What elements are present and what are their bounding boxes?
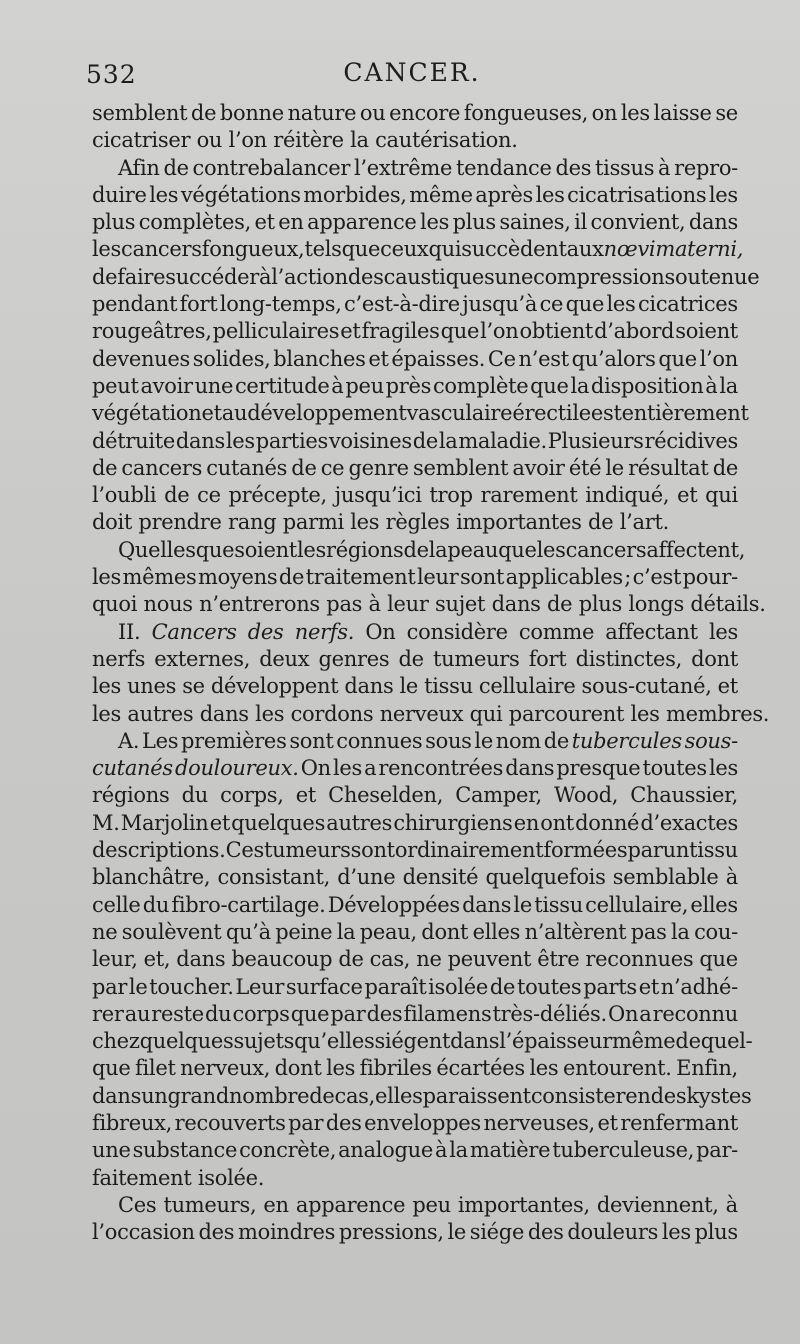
text-line: une substance concrète, analogue à la matière tuberculeuse, par- [92,1138,738,1163]
text-line: leur, et, dans beaucoup de cas, ne peuvent être reconnues que [92,947,738,972]
page-header [86,58,738,92]
text-line: duire les végétations morbides, même après les cicatrisations les [92,182,738,207]
text-line: de cancers cutanés de ce genre semblent avoir été le résultat de [92,455,738,480]
text-line: M. Marjolin et quelques autres chirurgiens en ont donné d’exactes [92,810,738,835]
text-line: doit prendre rang parmi les règles importantes de l’art. [92,510,669,535]
text-line: II. Cancers des nerfs. On considère comme affectant les [118,619,738,644]
text-line: cutanés douloureux. On les a rencontrées dans presque toutes les [92,756,738,781]
text-line: nerfs externes, deux genres de tumeurs fort distinctes, dont [92,646,738,671]
body-text [92,100,770,1246]
text-line: les cancers fongueux, tels que ceux qui succèdent aux nœvi materni, [92,237,744,262]
text-line: celle du fibro-cartilage. Développées dans le tissu cellulaire, elles [92,892,738,917]
text-line: ne soulèvent qu’à peine la peau, dont elles n’altèrent pas la cou- [92,919,738,944]
text-line: les unes se développent dans le tissu cellulaire sous-cutané, et [92,674,738,699]
text-line: peut avoir une certitude à peu près complète que la disposition à la [92,373,738,398]
text-line: Quelles que soient les régions de la peau que les cancers affectent, [118,537,746,562]
text-line: descriptions. Ces tumeurs sont ordinairement formées par un tissu [92,838,738,863]
text-line: plus complètes, et en apparence les plus saines, il convient, dans [92,210,738,235]
text-line: Afin de contrebalancer l’extrême tendance des tissus à repro- [118,155,738,180]
text-line: fibreux, recouverts par des enveloppes nerveuses, et renfermant [92,1110,738,1135]
text-line: dans un grand nombre de cas, elles paraissent consister en des kystes [92,1083,752,1108]
text-line: de faire succéder à l’action des caustiques une compression soutenue [92,264,760,289]
text-line: chez quelques sujets qu’elles siégent dans l’épaisseur même de quel- [92,1029,753,1054]
text-line: devenues solides, blanches et épaisses. Ce n’est qu’alors que l’on [92,346,738,371]
text-line: Ces tumeurs, en apparence peu importantes, deviennent, à [118,1192,738,1217]
page-number: 532 [86,60,137,89]
text-line: détruite dans les parties voisines de la maladie. Plusieurs récidives [92,428,738,453]
text-line: rougeâtres, pelliculaires et fragiles que l’on obtient d’abord soient [92,319,738,344]
text-line: les mêmes moyens de traitement leur sont applicables ; c’est pour- [92,565,738,590]
text-line: végétation et au développement vasculaire érectile est entièrement [92,401,749,426]
text-line: faitement isolée. [92,1165,265,1190]
text-line: l’oubli de ce précepte, jusqu’ici trop rarement indiqué, et qui [92,483,738,508]
text-line: pendant fort long-temps, c’est-à-dire jusqu’à ce que les cicatrices [92,292,738,317]
text-line: A. Les premières sont connues sous le nom de tubercules sous- [118,728,738,753]
text-line: semblent de bonne nature ou encore fongueuses, on les laisse se [92,101,738,125]
text-line: régions du corps, et Cheselden, Camper, Wood, Chaussier, [92,783,738,808]
text-line: blanchâtre, consistant, d’une densité quelquefois semblable à [92,865,738,890]
text-line: par le toucher. Leur surface paraît isolée de toutes parts et n’adhé- [92,974,738,999]
text-line: que filet nerveux, dont les fibriles écartées les entourent. Enfin, [92,1056,738,1081]
text-line: l’occasion des moindres pressions, le siége des douleurs les plus [92,1220,738,1245]
text-line: quoi nous n’entrerons pas à leur sujet dans de plus longs détails. [92,592,766,617]
text-line: cicatriser ou l’on réitère la cautérisation. [92,128,518,153]
text-line: les autres dans les cordons nerveux qui parcourent les membres. [92,701,770,726]
text-line: rer au reste du corps que par des filamens très-déliés. On a reconnu [92,1001,738,1026]
running-title: CANCER. [343,58,481,87]
